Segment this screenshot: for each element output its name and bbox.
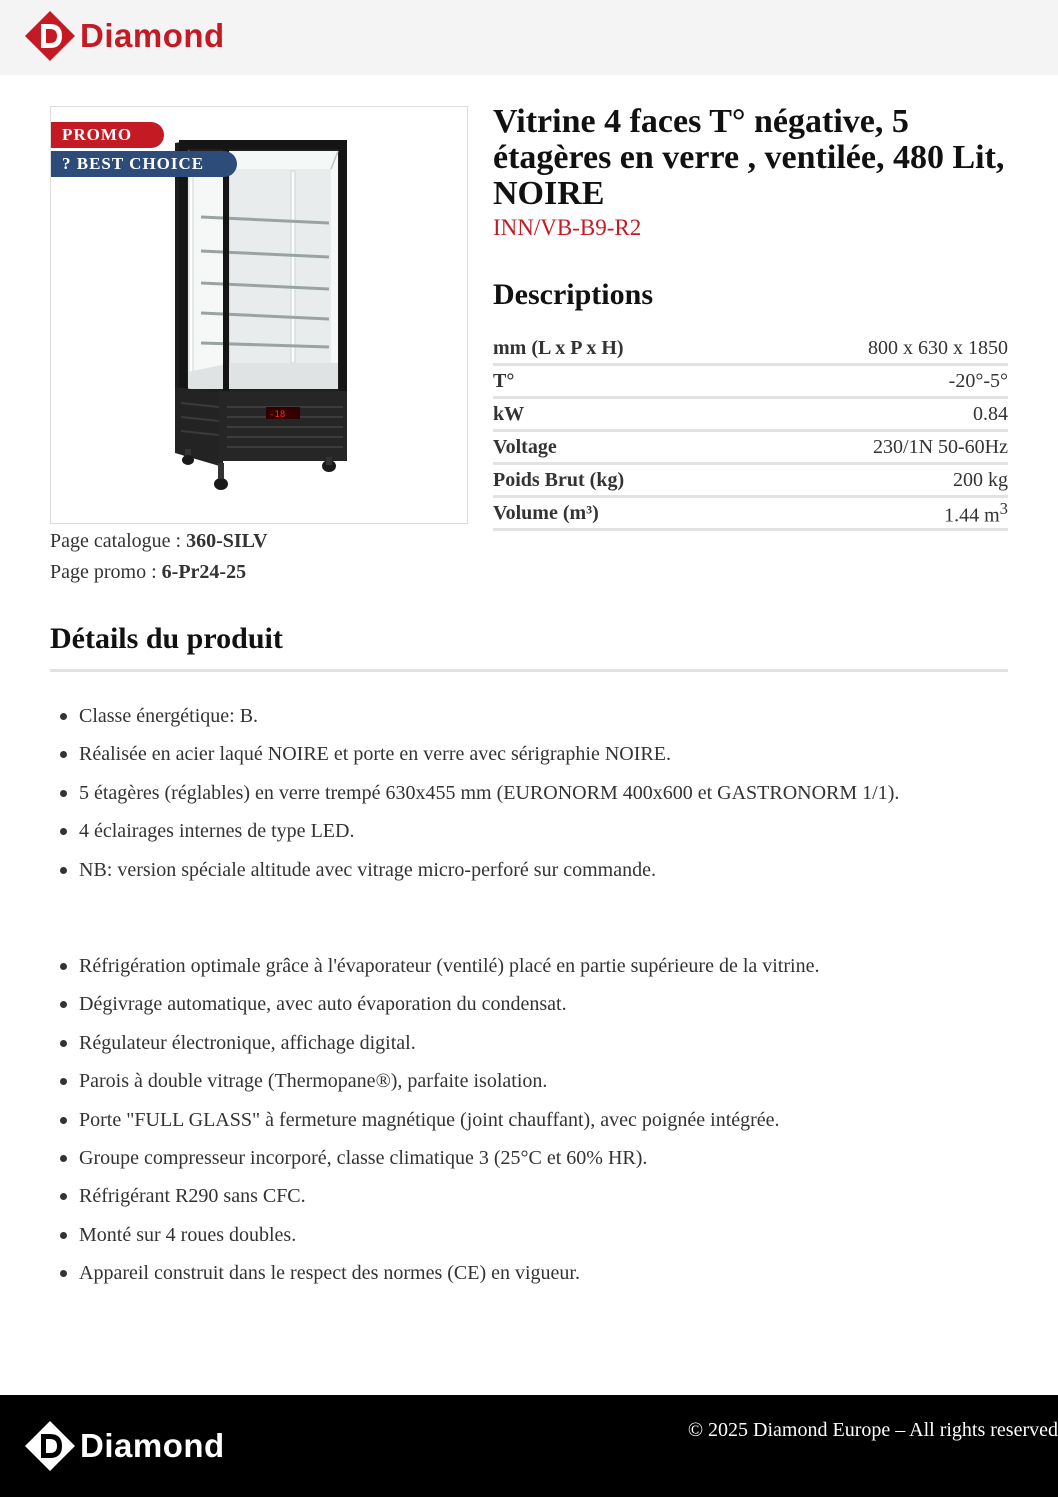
spec-value: 230/1N 50-60Hz (873, 435, 1008, 458)
promo-badge: PROMO (51, 122, 164, 148)
footer-brand-logo[interactable] (24, 1420, 225, 1472)
promo-page-value: 6-Pr24-25 (161, 561, 247, 583)
promo-page-line (50, 561, 246, 584)
spec-key: Poids Brut (kg) (493, 468, 625, 491)
list-item: 4 éclairages internes de type LED. (60, 812, 1010, 850)
spec-row (493, 432, 1008, 465)
brand-logo[interactable] (24, 10, 225, 62)
spec-row (493, 498, 1008, 531)
list-item: Porte "FULL GLASS" à fermeture magnétique (joint chauffant), avec poignée intégrée. (60, 1101, 1010, 1139)
footer-brand-wordmark: Diamond (80, 1427, 225, 1464)
list-item: Régulateur électronique, affichage digital. (60, 1024, 1010, 1062)
spec-key: Volume (m³) (493, 501, 599, 524)
spec-value: 200 kg (953, 468, 1008, 491)
best-choice-badge: ? BEST CHOICE (51, 151, 237, 177)
catalog-page-label: Page catalogue : (50, 530, 182, 552)
details-list-2 (60, 947, 1010, 1293)
descriptions-heading: Descriptions (493, 278, 653, 311)
spec-row (493, 465, 1008, 498)
spec-value (944, 499, 1008, 528)
list-item: Parois à double vitrage (Thermopane®), parfaite isolation. (60, 1062, 1010, 1100)
copyright-text: © 2025 Diamond Europe – All rights reserved (687, 1419, 1058, 1441)
product-title: Vitrine 4 faces T° négative, 5 étagères en verre , ventilée, 480 Lit, NOIRE (493, 103, 1005, 212)
promo-page-label: Page promo : (50, 561, 157, 583)
list-item: Groupe compresseur incorporé, classe climatique 3 (25°C et 60% HR). (60, 1139, 1010, 1177)
spec-key: T° (493, 369, 515, 392)
list-item: Réalisée en acier laqué NOIRE et porte en verre avec sérigraphie NOIRE. (60, 735, 1010, 773)
details-list-1 (60, 697, 1010, 889)
spec-value: 0.84 (973, 402, 1008, 425)
brand-wordmark: Diamond (80, 17, 225, 54)
list-item: Dégivrage automatique, avec auto évaporation du condensat. (60, 985, 1010, 1023)
spec-value: -20°-5° (948, 369, 1008, 392)
footer (0, 1395, 1058, 1497)
spec-key: kW (493, 402, 525, 425)
spec-value: 800 x 630 x 1850 (868, 336, 1008, 359)
list-item: Monté sur 4 roues doubles. (60, 1216, 1010, 1254)
spec-table (493, 333, 1008, 531)
spec-row (493, 333, 1008, 366)
diamond-logo-icon (24, 1420, 76, 1472)
list-item: Classe énergétique: B. (60, 697, 1010, 735)
details-heading: Détails du produit (50, 622, 283, 655)
spec-row (493, 366, 1008, 399)
svg-text:-18: -18 (269, 410, 286, 420)
diamond-logo-icon (24, 10, 76, 62)
product-image-frame (50, 106, 468, 524)
spec-row (493, 399, 1008, 432)
list-item: NB: version spéciale altitude avec vitrage micro-perforé sur commande. (60, 851, 1010, 889)
volume-value: 1.44 m (944, 504, 1000, 527)
volume-exponent: 3 (999, 498, 1008, 518)
list-item: Réfrigération optimale grâce à l'évaporateur (ventilé) placé en partie supérieure de la vitrine. (60, 947, 1010, 985)
list-item: Appareil construit dans le respect des normes (CE) en vigueur. (60, 1254, 1010, 1292)
spec-key: mm (L x P x H) (493, 336, 624, 359)
list-item: 5 étagères (réglables) en verre trempé 630x455 mm (EURONORM 400x600 et GASTRONORM 1/1). (60, 774, 1010, 812)
catalog-page-line (50, 530, 268, 553)
catalog-page-value: 360-SILV (186, 530, 268, 552)
spec-key: Voltage (493, 435, 557, 458)
details-divider (50, 669, 1008, 672)
product-code: INN/VB-B9-R2 (493, 215, 642, 240)
header-bar (0, 0, 1058, 75)
list-item: Réfrigérant R290 sans CFC. (60, 1177, 1010, 1215)
